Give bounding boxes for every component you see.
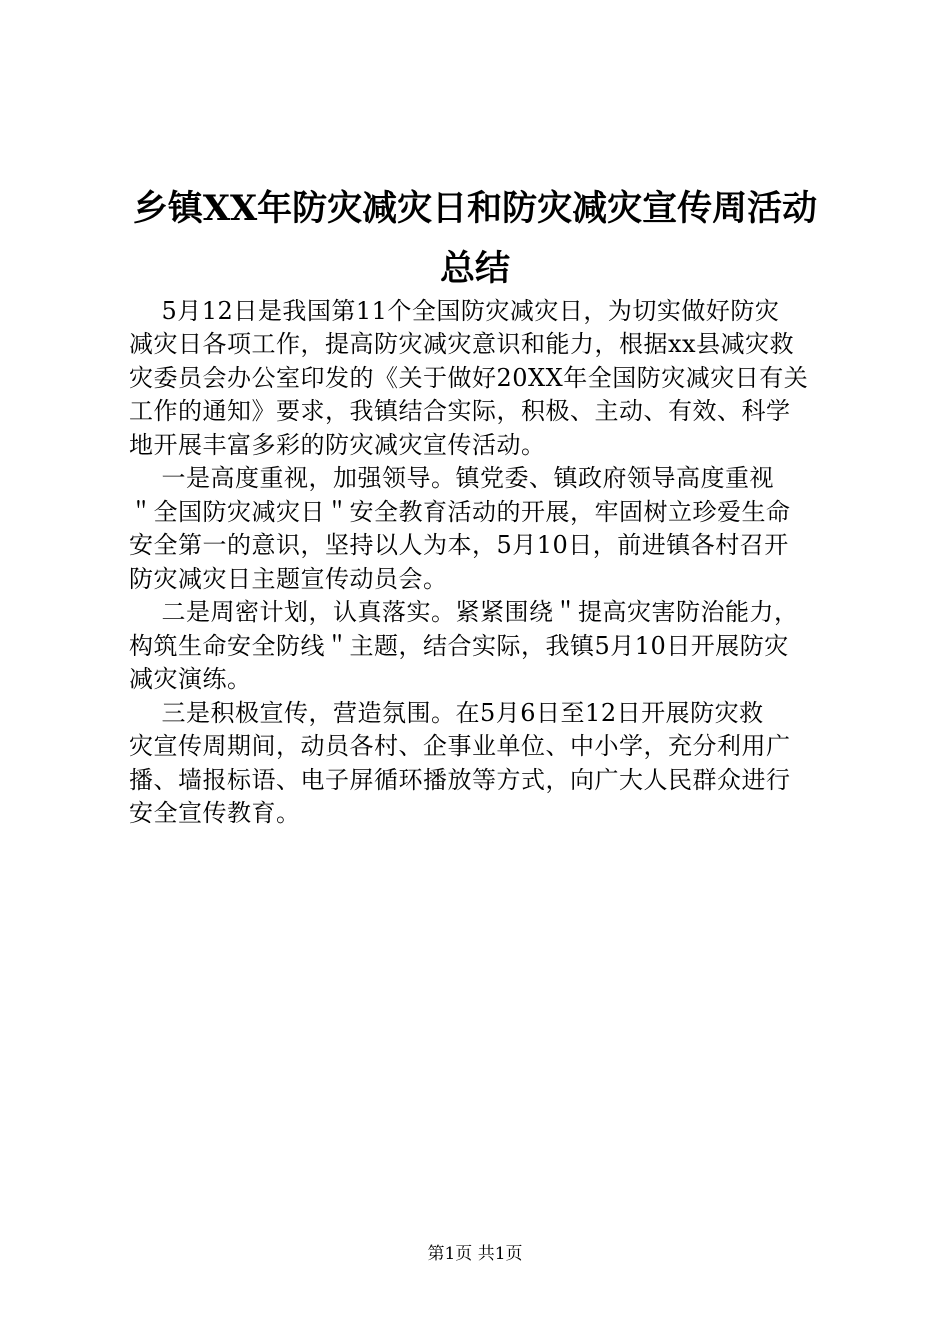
body-line: 灾宣传周期间，动员各村、企事业单位、中小学，充分利用广 [129, 732, 791, 760]
body-line: ＂全国防灾减灾日＂安全教育活动的开展，牢固树立珍爱生命 [129, 498, 791, 526]
body-line: 三是积极宣传，营造氛围。在5月6日至12日开展防灾救 [129, 699, 764, 727]
body-line: 防灾减灾日主题宣传动员会。 [129, 565, 448, 593]
body-line: 地开展丰富多彩的防灾减灾宣传活动。 [129, 431, 546, 459]
document-title-line-2: 总结 [439, 248, 510, 289]
body-line: 减灾演练。 [129, 665, 252, 693]
page-number-footer: 第1页 共1页 [427, 1244, 523, 1264]
body-line: 工作的通知》要求，我镇结合实际，积极、主动、有效、科学 [129, 397, 791, 425]
body-line: 二是周密计划，认真落实。紧紧围绕＂提高灾害防治能力， [129, 598, 799, 626]
body-line: 一是高度重视，加强领导。镇党委、镇政府领导高度重视 [129, 464, 775, 492]
body-line: 安全宣传教育。 [129, 799, 301, 827]
body-line: 安全第一的意识，坚持以人为本，5月10日，前进镇各村召开 [129, 531, 789, 559]
body-line: 减灾日各项工作，提高防灾减灾意识和能力，根据xx县减灾救 [129, 330, 795, 358]
body-line: 5月12日是我国第11个全国防灾减灾日，为切实做好防灾 [129, 297, 780, 325]
body-line: 灾委员会办公室印发的《关于做好20XX年全国防灾减灾日有关 [129, 364, 809, 392]
body-line: 播、墙报标语、电子屏循环播放等方式，向广大人民群众进行 [129, 766, 791, 794]
body-line: 构筑生命安全防线＂主题，结合实际，我镇5月10日开展防灾 [129, 632, 789, 660]
document-title-line-1: 乡镇XX年防灾减灾日和防灾减灾宣传周活动 [132, 188, 818, 229]
